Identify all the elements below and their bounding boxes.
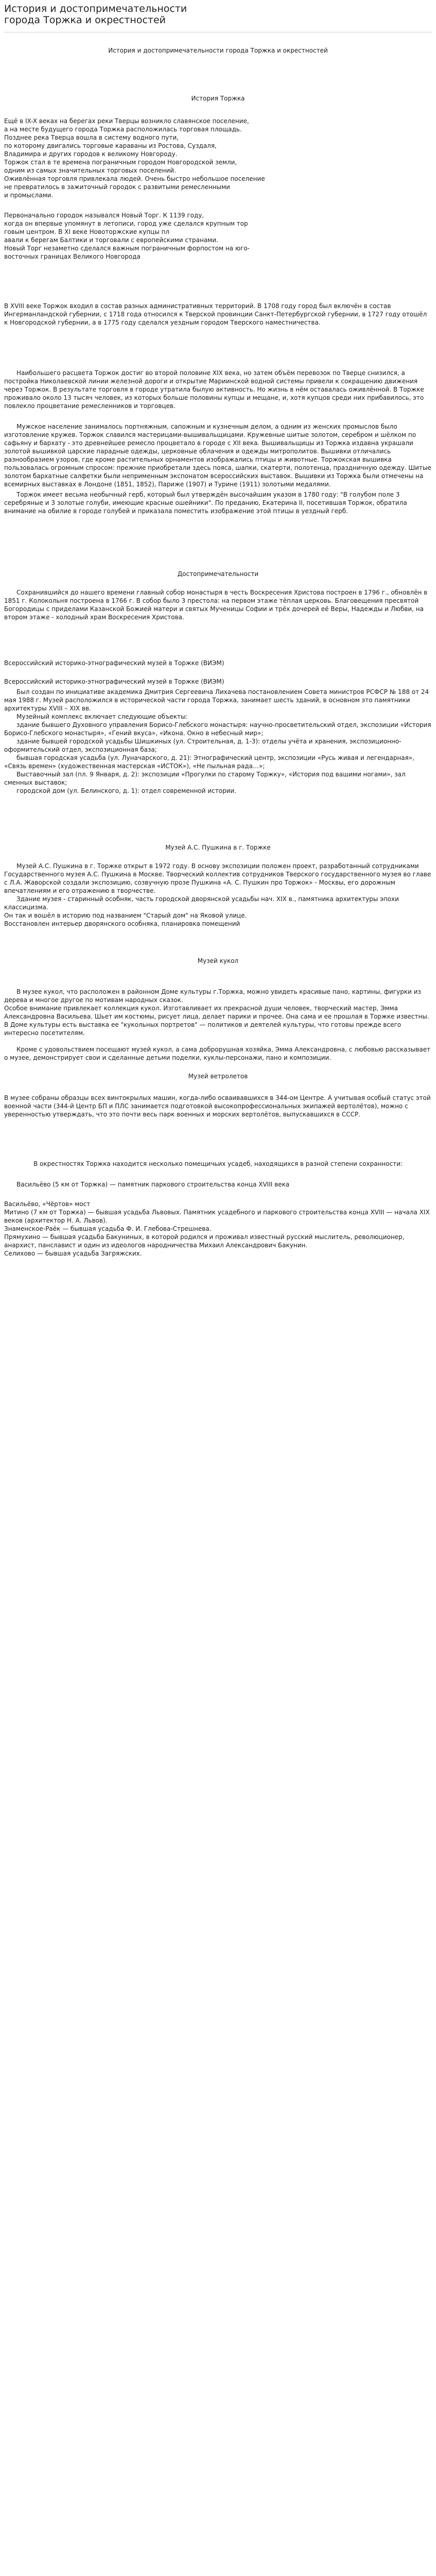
document-heading: История и достопримечательности города Торжка и окрестностей bbox=[108, 47, 328, 54]
history-paragraph-2: Первоначально городок назывался Новый Торг. К 1139 году, когда он впервые упомянут в летописи, город уже сделался крупным тор говым центром. В XI веке Новоторжские купцы пл авали к берегам Балтики и торговали с европейскими странами. Новый Торг незаметно сделался важным пограничным форпостом на юго- восточных границах Великого Новгорода bbox=[4, 212, 250, 260]
museum-paragraph-6: Выставочный зал (пл. 9 Января, д. 2): экспозиции «Прогулки по старому Торжку», «История под вашими ногами», зал сменных выставок; bbox=[4, 771, 406, 786]
sights-paragraph-1: Сохранившийся до нашего времени главный собор монастыря в честь Воскресения Христова построен в 1796 г., обновлён в 1851 г. Колокольня построена в 1766 г. В собор было 3 престола: на первом этаже тёплая церковь. Благовещения пресвятой Богородицы с приделами Казанской Божией матери и святых Мученицы Софии и трёх дочерей её Веры, Надежды и Любви, на втором этаже - холодный храм Воскресения Христова. bbox=[4, 589, 428, 621]
pushkin-paragraph-2: Здание музея - старинный особняк, часть городской дворянской усадьбы нач. XIX в., памятника архитектуры эпохи классицизма. Он так и вошёл в историю под названием "Старый дом" на Яковой улице. Восстановлен интерьер дворянского особняка, планировка помещений bbox=[4, 895, 399, 927]
estates-paragraph-2: Васильёво, «Чёртов» мост Митино (7 км от Торжка) — бывшая усадьба Львовых. Памятник усадебного и паркового строительства конца XVIII — начала XIX веков (архитектор Н. А. Львов). Знаменское-Раёк — бывшая усадьба Ф. И. Глебова-Стрешнева. Прямухино — бывшая усадьба Бакуниных, в которой родился и проживал известный русский мыслитель, революционер, анархист, панславист и один из идеологов народничества Михаил Александрович Бакунин. Селихово — бывшая усадьба Загряжских. bbox=[4, 1200, 430, 1257]
history-paragraph-5: Мужское население занималось портняжным, сапожным и кузнечным делом, а одним из женских промыслов было изготовление кружев. Торжок славился мастерицами-вышивальщицами. Кружевные шитые золотом, серебром и шёлком по сафьяну и бархату - это древнейшее ремесло процветало в городе с XII века. Вышивальщицы из Торжка издавна украшали золотой вышивкой царские парадные одежды, церковные облачения и одежды митрополитов. Вышивки отличались разнообразием узоров, где кроме растительных орнаментов изображались птицы и животные. Торжокская вышивка пользовалась огромным спросом: прежние приобретали здесь пояса, шапки, скатерти, полотенца, праздничную одежду. Шитые золотом бархатные салфетки были неприменным экспонатом всероссийских выставок. Вышивки из Торжка были отмечены на всемирных выставках в Лондоне (1851, 1852), Париже (1907) и Турине (1911) золотыми медалями. bbox=[4, 423, 431, 488]
document-body bbox=[0, 32, 436, 1258]
sights-heading: Достопримечательности bbox=[177, 570, 259, 578]
museum-paragraph-5: бывшая городская усадьба (ул. Луначарского, д. 21): Этнографический центр, экспозиции «Русь живая и легендарная», «Связь времен» (художественная мастерская «ИСТОК»), «Не пыльная рада…»; bbox=[4, 754, 415, 770]
dolls-heading: Музей кукол bbox=[197, 957, 239, 964]
history-paragraph-6: Торжок имеет весьма необычный герб, который был утверждён высочайшим указом в 1780 году: "В голубом поле 3 серебряные и 3 золотые голуби, имеющие красные ошейники". По преданию, Екатерина II, посетившая Торжок, обратила внимание на обилие в городе голубей и приказала поместить изображение этой птицы в уездный герб. bbox=[4, 491, 407, 515]
history-paragraph-3: В XVIII веке Торжок входил в состав разных административных территорий. В 1708 году город был включён в состав Ингерманландской губернии, с 1718 года относился к Тверской провинции Санкт-Петербургской губернии, в 1727 году отошёл к Новгородской губернии, а в 1775 году сделался уездным городом Тверского наместничества. bbox=[4, 302, 427, 326]
museum-paragraph-2: Музейный комплекс включает следующие объекты: bbox=[16, 713, 188, 720]
windmills-paragraph-1: В музее собраны образцы всех винтокрылых машин, когда-либо осваивавшихся в 344-ом Центре. А учитывая особый статус этой военной части (344-й Центр БП и ПЛС занимается подготовкой высокопрофессиональных экипажей вертолётов), можно с уверенностью утверждать, что это почти весь парк военных и морских вертолётов, выпускавшихся в СССР. bbox=[4, 1094, 431, 1118]
windmills-heading: Музей ветролетов bbox=[188, 1073, 248, 1080]
dolls-paragraph-1: В музее кукол, что расположен в районном Доме культуры г.Торжка, можно увидеть красивые пано, картины, фигурки из дерева и многое другое по мотивам народных сказок. Особое внимание привлекает коллекция кукол. Изготавливает их прекрасной души человек, творческий мастер, Эмма Александровна Васильева. Шьет им костюмы, рисует лица, делает парики и прочее. Она сама и ее прошлая в Торжке известны. В Доме культуры есть выставка ее "кукольных портретов" — политиков и деятелей культуры, что готовы прежде всего интересно посетителям. bbox=[4, 988, 429, 1037]
estates-paragraph-1: Васильёво (5 км от Торжка) — памятник паркового строительства конца XVIII века bbox=[16, 1181, 290, 1188]
history-heading: История Торжка bbox=[191, 95, 245, 102]
pushkin-heading: Музей А.С. Пушкина в г. Торжке bbox=[165, 844, 271, 851]
museum-paragraph-3: здание бывшего Духовного управления Борисо-Глебского монастыря: научно-просветительский отдел, экспозиции «История Борисо-Глебского монастыря», «Гений вкуса», «Икона. Окно в небесный мир»; bbox=[4, 721, 431, 737]
page-header bbox=[0, 0, 436, 26]
estates-heading: В окрестностях Торжка находится несколько помещичьих усадеб, находящихся в разной степени сохранности: bbox=[33, 1160, 403, 1167]
page-title: История и достопримечательности города Торжка и окрестностей bbox=[4, 3, 187, 26]
pushkin-paragraph-1: Музей А.С. Пушкина в г. Торжке открыт в 1972 году. В основу экспозиции положен проект, разработанный сотрудниками Государственного музея А.С. Пушкина в Москве. Творческий коллектив сотрудников Тверского государственного музея во главе с Л.А. Жаворской создали экспозицию, созвучную прозе Пушкина «А. С. Пушкин про Торжок» - Москвы, его дорожным впечатлениям и его отражению в творчестве. bbox=[4, 862, 431, 894]
museum-paragraph-7: городской дом (ул. Белинского, д. 1): отдел современной истории. bbox=[16, 787, 237, 794]
history-paragraph-4: Наибольшего расцвета Торжок достиг во второй половине XIX века, но затем объём перевозок по Тверце снизился, а постройка Николаевской линии железной дороги и открытие Мариинской водной системы привели к сокращению движения через Торжок. В результате торговля в городе утратила былую активность. Но жизнь в нём оставалась оживлённой. В Торжке проживало около 13 тысяч человек, из которых больше половины купцы и мещане, и, хотя купцов среди них прибавилось, это повлекло процветание ремесленников и торговцев. bbox=[4, 369, 424, 410]
museum-paragraph-1: Был создан по инициативе академика Дмитрия Сергеевича Лихачева постановлением Совета министров РСФСР № 188 от 24 мая 1988 г. Музей расположился в исторической части города Торжка, занимает шесть зданий, в основном это памятники архитектуры XVIII – XIX вв. bbox=[4, 688, 429, 712]
museum-paragraph-4: здание бывшей городской усадьбы Шишкиных (ул. Строительная, д. 1-3): отделы учёта и хранения, экспозиционно-оформительский отдел, экспозиционная база; bbox=[4, 738, 402, 753]
museum-subheading: Всероссийский историко-этнографический музей в Торжке (ВИЭМ) bbox=[4, 678, 224, 685]
dolls-paragraph-2: Кроме с удовольствием посещают музей кукол, а сама доброрушная хозяйка, Эмма Александровна, с любовью рассказывает о музее, демонстрирует свои и сделанные детьми поделки, куклы-персонажи, пано и композиции. bbox=[4, 1046, 431, 1061]
museum-heading: Всероссийский историко-этнографический музей в Торжке (ВИЭМ) bbox=[4, 659, 224, 667]
history-paragraph-1: Ещё в IX-X веках на берегах реки Тверцы возникло славянское поселение, а на месте будущего города Торжка расположилась торговая площадь. Позднее река Тверца вошла в систему водного пути, по которому двигались торговые караваны из Ростова, Суздаля, Владимира и других городов к великому Новгороду. Торжок стал в те времена пограничным городом Новгородской земли, одним из самых значительных торговых поселений. Оживлённая торговля привлекала людей. Очень быстро небольшое поселение не превратилось в зажиточный городок с развитыми ремесленными и промыслами. bbox=[4, 117, 265, 199]
